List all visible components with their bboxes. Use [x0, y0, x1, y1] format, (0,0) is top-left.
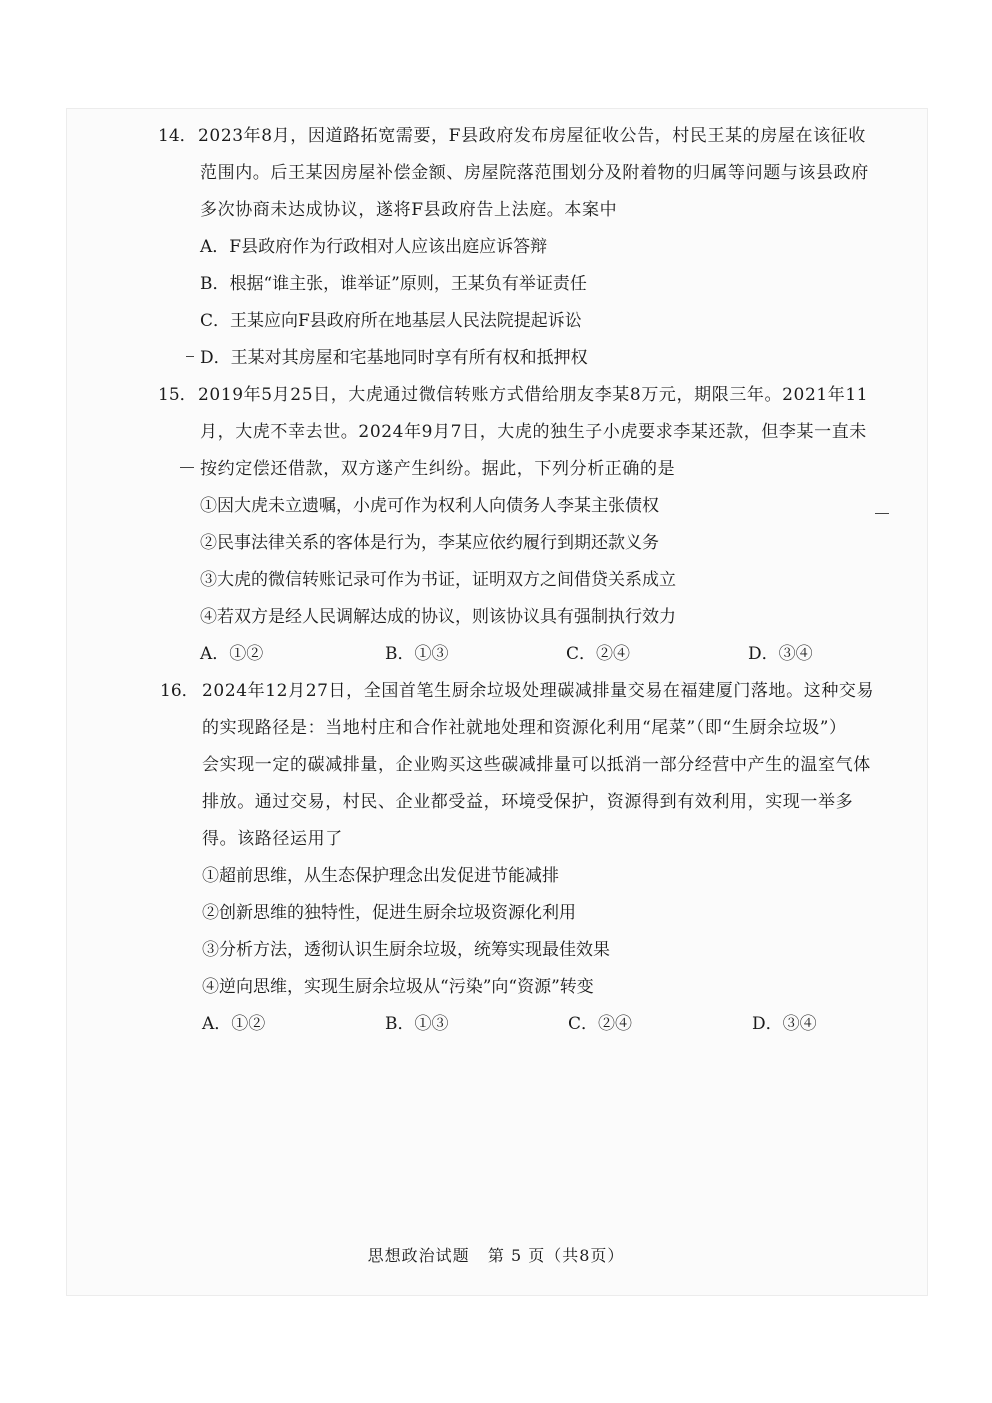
question-16-statement-3: ③分析方法，透彻认识生厨余垃圾，统筹实现最佳效果 [202, 940, 610, 960]
question-16-choice-c: C．②④ [568, 1014, 633, 1034]
stray-pen-mark [186, 356, 194, 357]
question-15-statement-1: ①因大虎未立遗嘱，小虎可作为权利人向债务人李某主张债权 [200, 496, 659, 516]
question-14-stem-line: 范围内。后王某因房屋补偿金额、房屋院落范围划分及附着物的归属等问题与该县政府 [200, 163, 869, 183]
question-15-choice-b: B．①③ [385, 644, 449, 664]
question-14-option-c: C．王某应向F县政府所在地基层人民法院提起诉讼 [200, 311, 582, 331]
question-15-stem-line: 按约定偿还借款，双方遂产生纠纷。据此，下列分析正确的是 [200, 459, 676, 479]
stray-pen-mark [180, 467, 194, 468]
question-15-choice-d: D．③④ [748, 644, 813, 664]
question-15-choice-c: C．②④ [566, 644, 631, 664]
question-16-statement-4: ④逆向思维，实现生厨余垃圾从“污染”向“资源”转变 [202, 977, 594, 997]
footer-page-number: 第 5 页（共8页） [487, 1246, 625, 1265]
question-14-stem-line: 多次协商未达成协议，遂将F县政府告上法庭。本案中 [200, 200, 618, 220]
question-15-choice-a: A．①② [200, 644, 264, 664]
question-16-stem-line: 的实现路径是：当地村庄和合作社就地处理和资源化利用“尾菜”（即“生厨余垃圾”） [202, 718, 847, 738]
question-14-option-b: B．根据“谁主张，谁举证”原则，王某负有举证责任 [200, 274, 587, 294]
question-15-statement-2: ②民事法律关系的客体是行为，李某应依约履行到期还款义务 [200, 533, 659, 553]
question-16-stem-line: 2024年12月27日，全国首笔生厨余垃圾处理碳减排量交易在福建厦门落地。这种交易 [202, 681, 875, 701]
question-16-choice-b: B．①③ [385, 1014, 449, 1034]
stray-pen-mark [875, 513, 889, 514]
question-14-number: 14． [158, 126, 197, 146]
question-14-stem-line: 2023年8月，因道路拓宽需要，F县政府发布房屋征收公告，村民王某的房屋在该征收 [198, 126, 866, 146]
footer-subject: 思想政治试题 [367, 1246, 470, 1265]
question-15-statement-4: ④若双方是经人民调解达成的协议，则该协议具有强制执行效力 [200, 607, 676, 627]
question-14-option-a: A．F县政府作为行政相对人应该出庭应诉答辩 [200, 237, 548, 257]
question-15-number: 15． [158, 385, 197, 405]
question-15-statement-3: ③大虎的微信转账记录可作为书证，证明双方之间借贷关系成立 [200, 570, 676, 590]
question-16-number: 16． [160, 681, 199, 701]
question-16-choice-a: A．①② [202, 1014, 266, 1034]
question-16-stem-line: 会实现一定的碳减排量，企业购买这些碳减排量可以抵消一部分经营中产生的温室气体 [202, 755, 871, 775]
question-16-stem-line: 排放。通过交易，村民、企业都受益，环境受保护，资源得到有效利用，实现一举多 [202, 792, 854, 812]
question-16-statement-2: ②创新思维的独特性，促进生厨余垃圾资源化利用 [202, 903, 576, 923]
question-16-choice-d: D．③④ [752, 1014, 817, 1034]
question-16-statement-1: ①超前思维，从生态保护理念出发促进节能减排 [202, 866, 559, 886]
question-16-stem-line: 得。该路径运用了 [202, 829, 343, 849]
question-14-option-d: D．王某对其房屋和宅基地同时享有所有权和抵押权 [200, 348, 588, 368]
page-footer [0, 1243, 992, 1266]
question-15-stem-line: 2019年5月25日，大虎通过微信转账方式借给朋友李某8万元，期限三年。2021年11 [198, 385, 869, 405]
question-15-stem-line: 月，大虎不幸去世。2024年9月7日，大虎的独生子小虎要求李某还款，但李某一直未 [200, 422, 867, 442]
